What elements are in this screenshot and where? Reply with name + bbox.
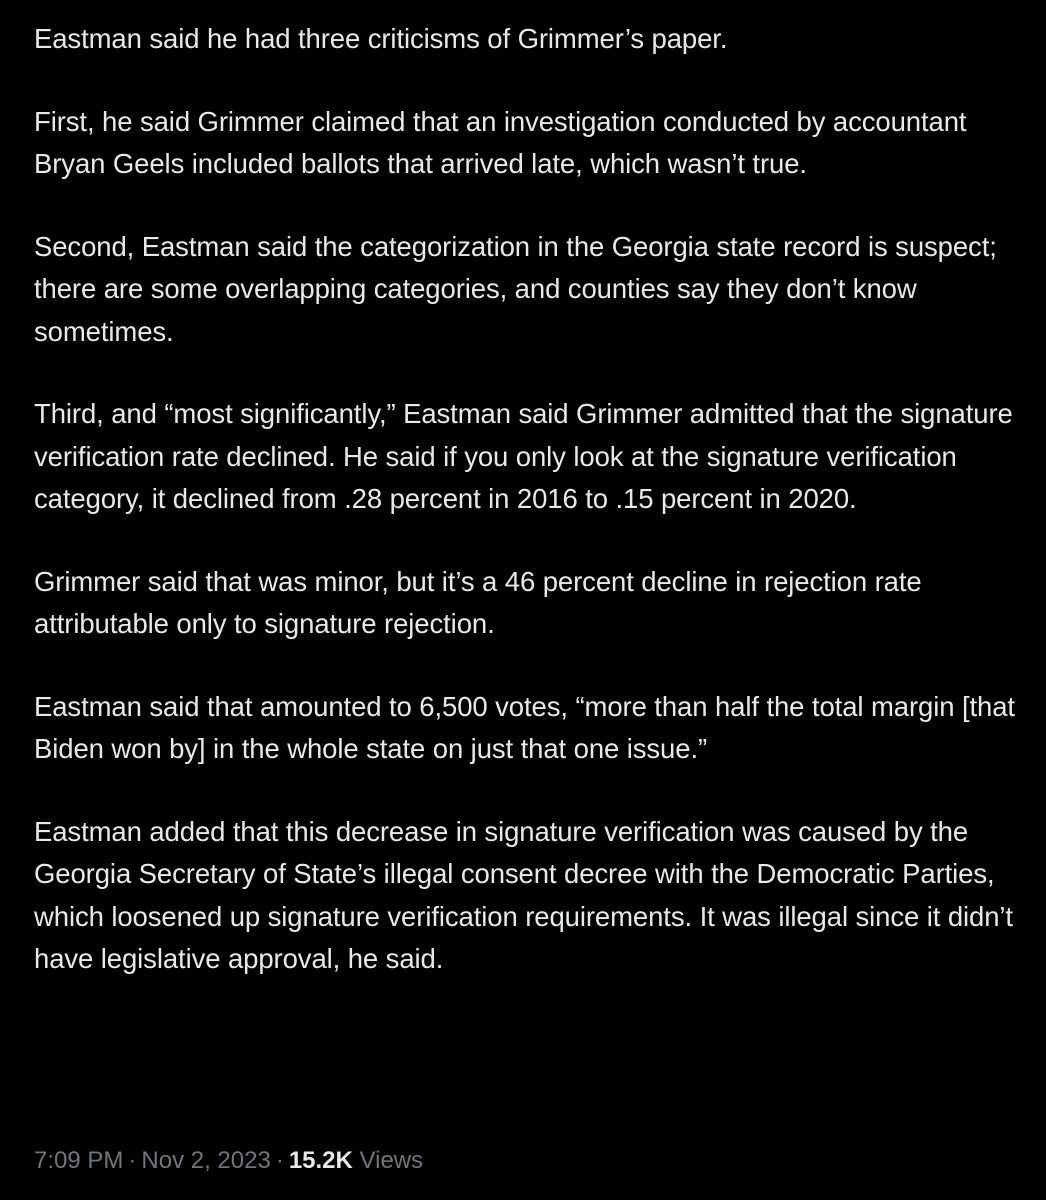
views-count: 15.2K: [288, 1147, 353, 1174]
separator-dot: ·: [128, 1147, 137, 1174]
post-paragraph-6: Eastman said that amounted to 6,500 votes, “more than half the total margin [that Biden won by] in the whole state on just that one issue.”: [34, 690, 1015, 764]
post-time: 7:09 PM: [34, 1147, 124, 1174]
post-paragraph-5: Grimmer said that was minor, but it’s a 46 percent decline in rejection rate attributable only to signature rejection.: [34, 565, 922, 639]
post-paragraph-2: First, he said Grimmer claimed that an investigation conducted by accountant Bryan Geels included ballots that arrived late, which wasn’t true.: [34, 105, 967, 179]
views-link[interactable]: [289, 1147, 423, 1174]
post-body: [34, 18, 1024, 981]
post-paragraph-1: Eastman said he had three criticisms of Grimmer’s paper.: [34, 23, 728, 54]
post-paragraph-4: Third, and “most significantly,” Eastman said Grimmer admitted that the signature verification rate declined. He said if you only look at the signature verification category, it declined from .28 percent in 2016 to .15 percent in 2020.: [34, 398, 1013, 514]
post-paragraph-7: Eastman added that this decrease in signature verification was caused by the Georgia Secretary of State’s illegal consent decree with the Democratic Parties, which loosened up signature verification requirements. It was illegal since it didn’t have legislative approval, he said.: [34, 815, 1013, 974]
views-label: Views: [359, 1147, 424, 1174]
post-metadata: [34, 1144, 423, 1178]
post-paragraph-3: Second, Eastman said the categorization in the Georgia state record is suspect; there are some overlapping categories, and counties say they don’t know sometimes.: [34, 230, 997, 347]
post-timestamp-link[interactable]: [34, 1147, 271, 1174]
post-date: Nov 2, 2023: [141, 1147, 271, 1174]
separator-dot-2: ·: [275, 1147, 284, 1174]
